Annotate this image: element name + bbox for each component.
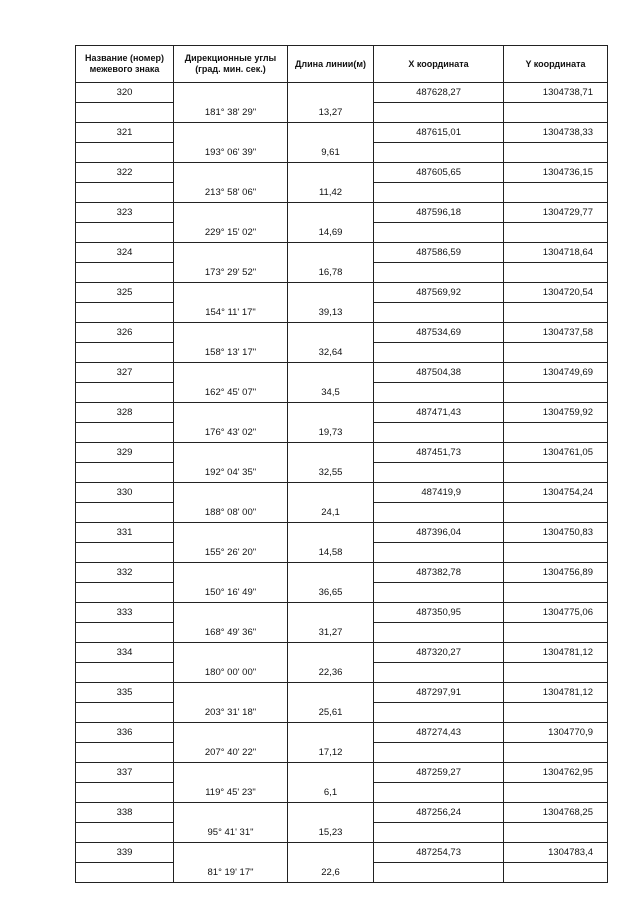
empty-cell (288, 563, 374, 583)
empty-cell (288, 203, 374, 223)
empty-cell (76, 343, 174, 363)
point-row (76, 683, 608, 703)
line-row (76, 143, 608, 163)
empty-cell (174, 363, 288, 383)
empty-cell (504, 143, 608, 163)
point-row (76, 203, 608, 223)
empty-cell (288, 123, 374, 143)
point-name: 323 (76, 203, 174, 223)
point-name: 326 (76, 323, 174, 343)
empty-cell (288, 803, 374, 823)
y-coordinate: 1304754,24 (504, 483, 608, 503)
empty-cell (504, 783, 608, 803)
empty-cell (288, 363, 374, 383)
x-coordinate: 487320,27 (374, 643, 504, 663)
empty-cell (504, 223, 608, 243)
y-coordinate: 1304750,83 (504, 523, 608, 543)
empty-cell (288, 323, 374, 343)
direction-angle: 150° 16' 49" (174, 583, 288, 603)
point-row (76, 443, 608, 463)
empty-cell (504, 503, 608, 523)
x-coordinate: 487569,92 (374, 283, 504, 303)
y-coordinate: 1304738,71 (504, 83, 608, 103)
y-coordinate: 1304781,12 (504, 683, 608, 703)
empty-cell (504, 423, 608, 443)
empty-cell (374, 303, 504, 323)
empty-cell (174, 243, 288, 263)
y-coordinate: 1304783,4 (504, 843, 608, 863)
empty-cell (174, 523, 288, 543)
direction-angle: 158° 13' 17" (174, 343, 288, 363)
y-coordinate: 1304768,25 (504, 803, 608, 823)
empty-cell (76, 863, 174, 883)
header-point-name: Название (номер) межевого знака (76, 46, 174, 83)
line-length: 22,36 (288, 663, 374, 683)
x-coordinate: 487256,24 (374, 803, 504, 823)
empty-cell (504, 863, 608, 883)
empty-cell (174, 163, 288, 183)
empty-cell (374, 103, 504, 123)
direction-angle: 192° 04' 35" (174, 463, 288, 483)
empty-cell (76, 383, 174, 403)
empty-cell (288, 403, 374, 423)
empty-cell (374, 703, 504, 723)
empty-cell (288, 723, 374, 743)
line-length: 11,42 (288, 183, 374, 203)
point-name: 334 (76, 643, 174, 663)
line-row (76, 783, 608, 803)
direction-angle: 180° 00' 00" (174, 663, 288, 683)
empty-cell (76, 463, 174, 483)
empty-cell (374, 863, 504, 883)
x-coordinate: 487297,91 (374, 683, 504, 703)
empty-cell (288, 443, 374, 463)
direction-angle: 193° 06' 39" (174, 143, 288, 163)
empty-cell (76, 703, 174, 723)
y-coordinate: 1304781,12 (504, 643, 608, 663)
direction-angle: 176° 43' 02" (174, 423, 288, 443)
header-x-coordinate: X координата (374, 46, 504, 83)
empty-cell (374, 263, 504, 283)
empty-cell (288, 683, 374, 703)
empty-cell (374, 503, 504, 523)
empty-cell (76, 823, 174, 843)
empty-cell (174, 643, 288, 663)
line-length: 17,12 (288, 743, 374, 763)
empty-cell (504, 303, 608, 323)
point-row (76, 723, 608, 743)
empty-cell (504, 103, 608, 123)
empty-cell (504, 703, 608, 723)
line-length: 14,58 (288, 543, 374, 563)
empty-cell (374, 783, 504, 803)
empty-cell (504, 263, 608, 283)
point-row (76, 83, 608, 103)
empty-cell (504, 663, 608, 683)
line-length: 32,55 (288, 463, 374, 483)
direction-angle: 95° 41' 31" (174, 823, 288, 843)
line-row (76, 343, 608, 363)
empty-cell (76, 783, 174, 803)
empty-cell (76, 503, 174, 523)
empty-cell (76, 743, 174, 763)
line-length: 9,61 (288, 143, 374, 163)
y-coordinate: 1304737,58 (504, 323, 608, 343)
point-name: 329 (76, 443, 174, 463)
line-row (76, 383, 608, 403)
x-coordinate: 487628,27 (374, 83, 504, 103)
coordinates-table (75, 45, 608, 883)
line-length: 39,13 (288, 303, 374, 323)
point-row (76, 403, 608, 423)
point-name: 321 (76, 123, 174, 143)
line-row (76, 743, 608, 763)
x-coordinate: 487419,9 (374, 483, 504, 503)
direction-angle: 81° 19' 17" (174, 863, 288, 883)
empty-cell (174, 483, 288, 503)
empty-cell (374, 583, 504, 603)
direction-angle: 181° 38' 29" (174, 103, 288, 123)
empty-cell (76, 303, 174, 323)
line-row (76, 863, 608, 883)
point-row (76, 563, 608, 583)
x-coordinate: 487534,69 (374, 323, 504, 343)
line-row (76, 703, 608, 723)
empty-cell (374, 663, 504, 683)
empty-cell (504, 583, 608, 603)
header-line-length: Длина линии(м) (288, 46, 374, 83)
empty-cell (504, 383, 608, 403)
empty-cell (174, 723, 288, 743)
x-coordinate: 487382,78 (374, 563, 504, 583)
y-coordinate: 1304749,69 (504, 363, 608, 383)
line-row (76, 623, 608, 643)
line-length: 34,5 (288, 383, 374, 403)
empty-cell (504, 463, 608, 483)
direction-angle: 203° 31' 18" (174, 703, 288, 723)
direction-angle: 168° 49' 36" (174, 623, 288, 643)
empty-cell (76, 223, 174, 243)
line-row (76, 303, 608, 323)
point-row (76, 803, 608, 823)
point-row (76, 323, 608, 343)
table-header-row (76, 46, 608, 83)
line-row (76, 583, 608, 603)
direction-angle: 229° 15' 02" (174, 223, 288, 243)
header-y-coordinate: Y координата (504, 46, 608, 83)
y-coordinate: 1304756,89 (504, 563, 608, 583)
empty-cell (174, 803, 288, 823)
y-coordinate: 1304718,64 (504, 243, 608, 263)
y-coordinate: 1304720,54 (504, 283, 608, 303)
empty-cell (288, 83, 374, 103)
empty-cell (174, 683, 288, 703)
x-coordinate: 487451,73 (374, 443, 504, 463)
line-length: 36,65 (288, 583, 374, 603)
point-name: 331 (76, 523, 174, 543)
empty-cell (374, 343, 504, 363)
line-row (76, 263, 608, 283)
empty-cell (76, 423, 174, 443)
line-length: 13,27 (288, 103, 374, 123)
direction-angle: 207° 40' 22" (174, 743, 288, 763)
empty-cell (504, 743, 608, 763)
y-coordinate: 1304729,77 (504, 203, 608, 223)
point-row (76, 603, 608, 623)
line-length: 6,1 (288, 783, 374, 803)
empty-cell (76, 583, 174, 603)
empty-cell (504, 543, 608, 563)
empty-cell (374, 383, 504, 403)
empty-cell (288, 243, 374, 263)
x-coordinate: 487396,04 (374, 523, 504, 543)
point-name: 330 (76, 483, 174, 503)
empty-cell (174, 123, 288, 143)
x-coordinate: 487586,59 (374, 243, 504, 263)
point-name: 324 (76, 243, 174, 263)
empty-cell (76, 623, 174, 643)
empty-cell (374, 543, 504, 563)
point-name: 338 (76, 803, 174, 823)
y-coordinate: 1304770,9 (504, 723, 608, 743)
line-row (76, 223, 608, 243)
point-row (76, 163, 608, 183)
line-row (76, 823, 608, 843)
line-length: 16,78 (288, 263, 374, 283)
empty-cell (504, 343, 608, 363)
empty-cell (288, 843, 374, 863)
line-length: 32,64 (288, 343, 374, 363)
empty-cell (174, 403, 288, 423)
x-coordinate: 487259,27 (374, 763, 504, 783)
y-coordinate: 1304736,15 (504, 163, 608, 183)
line-row (76, 663, 608, 683)
line-length: 19,73 (288, 423, 374, 443)
empty-cell (374, 823, 504, 843)
empty-cell (374, 743, 504, 763)
point-row (76, 643, 608, 663)
empty-cell (76, 543, 174, 563)
point-name: 320 (76, 83, 174, 103)
empty-cell (174, 563, 288, 583)
point-name: 335 (76, 683, 174, 703)
direction-angle: 213° 58' 06" (174, 183, 288, 203)
empty-cell (374, 423, 504, 443)
line-row (76, 423, 608, 443)
empty-cell (76, 143, 174, 163)
direction-angle: 173° 29' 52" (174, 263, 288, 283)
point-name: 336 (76, 723, 174, 743)
empty-cell (504, 623, 608, 643)
point-row (76, 363, 608, 383)
empty-cell (174, 83, 288, 103)
empty-cell (76, 183, 174, 203)
x-coordinate: 487350,95 (374, 603, 504, 623)
line-length: 31,27 (288, 623, 374, 643)
line-length: 24,1 (288, 503, 374, 523)
empty-cell (504, 823, 608, 843)
point-name: 325 (76, 283, 174, 303)
line-row (76, 183, 608, 203)
x-coordinate: 487596,18 (374, 203, 504, 223)
empty-cell (288, 763, 374, 783)
empty-cell (288, 283, 374, 303)
point-name: 333 (76, 603, 174, 623)
empty-cell (374, 143, 504, 163)
empty-cell (374, 223, 504, 243)
line-length: 25,61 (288, 703, 374, 723)
empty-cell (374, 183, 504, 203)
line-row (76, 103, 608, 123)
y-coordinate: 1304738,33 (504, 123, 608, 143)
point-row (76, 483, 608, 503)
empty-cell (288, 483, 374, 503)
header-direction-angle: Дирекционные углы (град. мин. сек.) (174, 46, 288, 83)
x-coordinate: 487504,38 (374, 363, 504, 383)
point-row (76, 843, 608, 863)
y-coordinate: 1304775,06 (504, 603, 608, 623)
direction-angle: 188° 08' 00" (174, 503, 288, 523)
x-coordinate: 487605,65 (374, 163, 504, 183)
x-coordinate: 487615,01 (374, 123, 504, 143)
y-coordinate: 1304759,92 (504, 403, 608, 423)
x-coordinate: 487274,43 (374, 723, 504, 743)
x-coordinate: 487254,73 (374, 843, 504, 863)
line-length: 22,6 (288, 863, 374, 883)
point-row (76, 523, 608, 543)
empty-cell (76, 103, 174, 123)
line-length: 15,23 (288, 823, 374, 843)
direction-angle: 119° 45' 23" (174, 783, 288, 803)
point-row (76, 763, 608, 783)
y-coordinate: 1304762,95 (504, 763, 608, 783)
empty-cell (174, 763, 288, 783)
empty-cell (76, 663, 174, 683)
point-name: 328 (76, 403, 174, 423)
y-coordinate: 1304761,05 (504, 443, 608, 463)
point-name: 339 (76, 843, 174, 863)
empty-cell (174, 203, 288, 223)
empty-cell (288, 643, 374, 663)
line-length: 14,69 (288, 223, 374, 243)
point-row (76, 243, 608, 263)
empty-cell (174, 323, 288, 343)
line-row (76, 543, 608, 563)
point-name: 322 (76, 163, 174, 183)
table-body (76, 83, 608, 883)
line-row (76, 503, 608, 523)
line-row (76, 463, 608, 483)
empty-cell (288, 603, 374, 623)
empty-cell (288, 523, 374, 543)
empty-cell (76, 263, 174, 283)
point-row (76, 283, 608, 303)
direction-angle: 155° 26' 20" (174, 543, 288, 563)
point-name: 337 (76, 763, 174, 783)
empty-cell (504, 183, 608, 203)
x-coordinate: 487471,43 (374, 403, 504, 423)
point-name: 327 (76, 363, 174, 383)
empty-cell (174, 443, 288, 463)
point-row (76, 123, 608, 143)
empty-cell (174, 603, 288, 623)
direction-angle: 154° 11' 17" (174, 303, 288, 323)
direction-angle: 162° 45' 07" (174, 383, 288, 403)
empty-cell (174, 843, 288, 863)
empty-cell (288, 163, 374, 183)
empty-cell (374, 623, 504, 643)
point-name: 332 (76, 563, 174, 583)
empty-cell (174, 283, 288, 303)
empty-cell (374, 463, 504, 483)
